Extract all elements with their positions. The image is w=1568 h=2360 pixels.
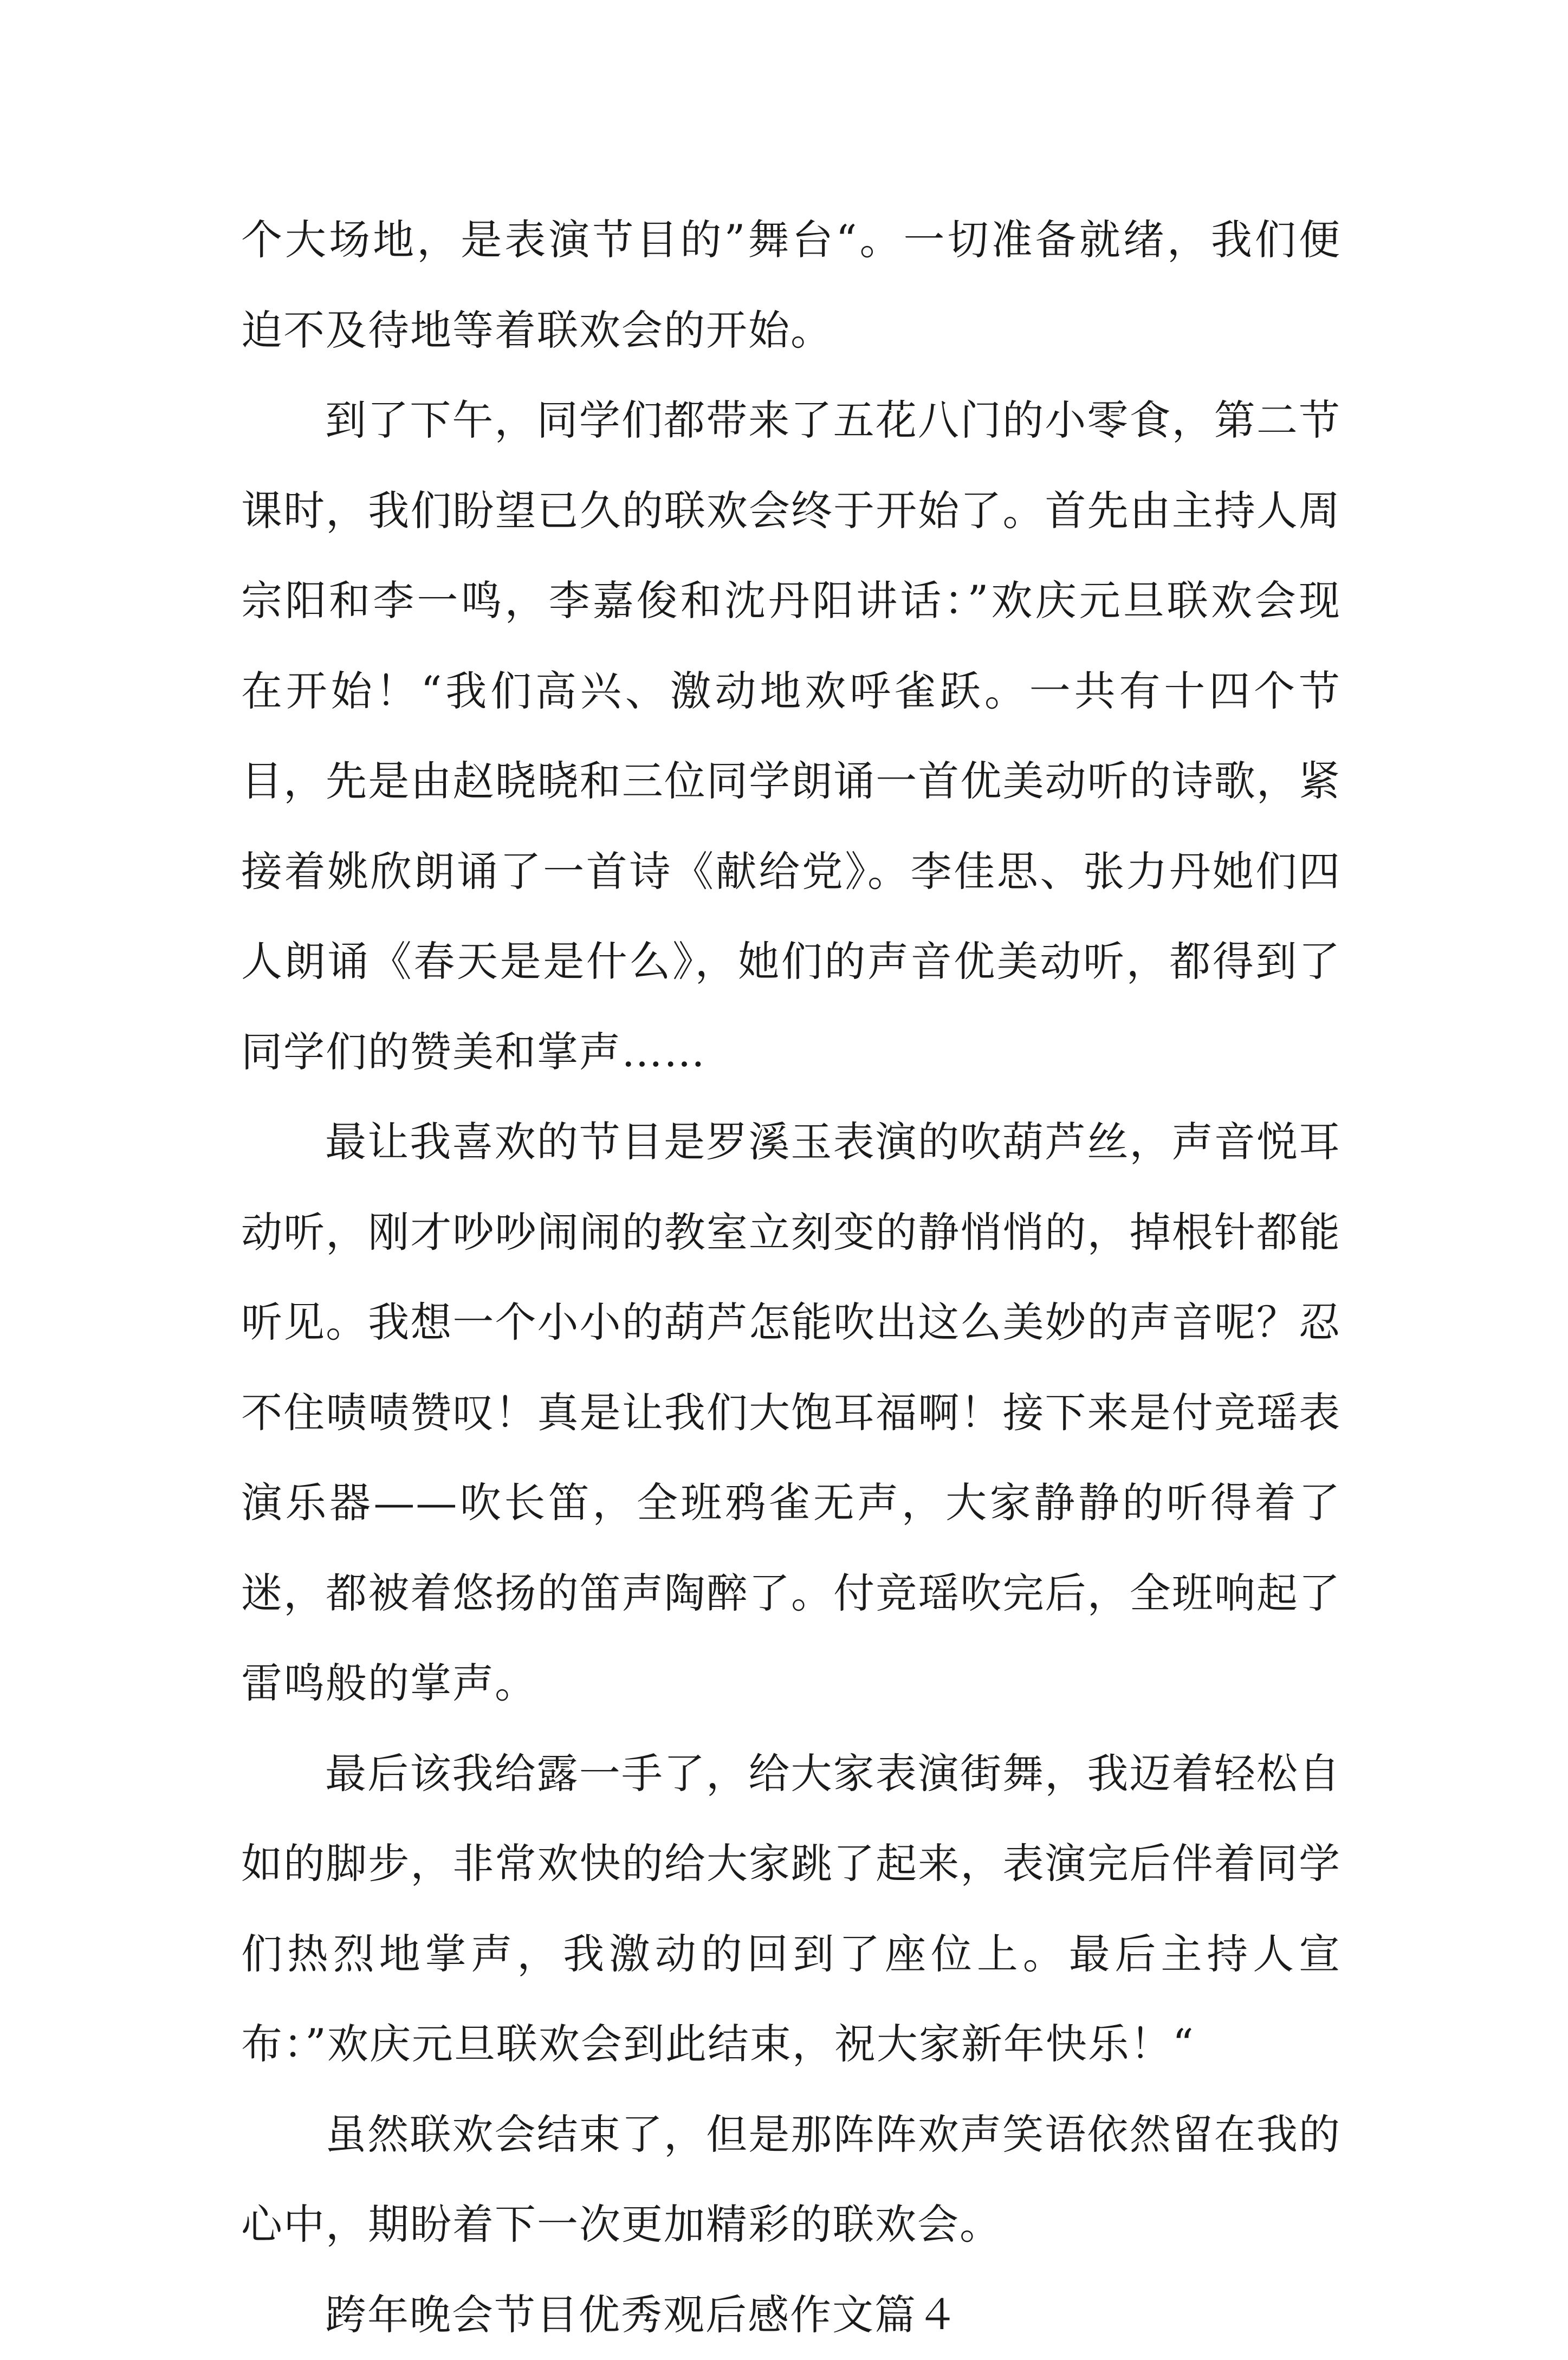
paragraph-5: 虽然联欢会结束了，但是那阵阵欢声笑语依然留在我的心中，期盼着下一次更加精彩的联欢会。 xyxy=(241,2090,1341,2270)
section-heading: 跨年晚会节目优秀观后感作文篇４ xyxy=(241,2270,1341,2360)
document-body xyxy=(241,195,1341,2360)
paragraph-2: 到了下午，同学们都带来了五花八门的小零食，第二节课时，我们盼望已久的联欢会终于开始了。首先由主持人周宗阳和李一鸣，李嘉俊和沈丹阳讲话：”欢庆元旦联欢会现在开始！“我们高兴、激动地欢呼雀跃。一共有十四个节目，先是由赵晓晓和三位同学朗诵一首优美动听的诗歌，紧接着姚欣朗诵了一首诗《献给党》。李佳思、张力丹她们四人朗诵《春天是是什么》，她们的声音优美动听，都得到了同学们的赞美和掌声…… xyxy=(241,375,1341,1097)
paragraph-4: 最后该我给露一手了，给大家表演街舞，我迈着轻松自如的脚步，非常欢快的给大家跳了起来，表演完后伴着同学们热烈地掌声，我激动的回到了座位上。最后主持人宣布：”欢庆元旦联欢会到此结束，祝大家新年快乐！“ xyxy=(241,1729,1341,2090)
paragraph-3: 最让我喜欢的节目是罗溪玉表演的吹葫芦丝，声音悦耳动听，刚才吵吵闹闹的教室立刻变的静悄悄的，掉根针都能听见。我想一个小小的葫芦怎能吹出这么美妙的声音呢？忍不住啧啧赞叹！真是让我们大饱耳福啊！接下来是付竞瑶表演乐器——吹长笛，全班鸦雀无声，大家静静的听得着了迷，都被着悠扬的笛声陶醉了。付竞瑶吹完后，全班响起了雷鸣般的掌声。 xyxy=(241,1097,1341,1729)
paragraph-1: 个大场地，是表演节目的”舞台“。一切准备就绪，我们便迫不及待地等着联欢会的开始。 xyxy=(241,195,1341,375)
